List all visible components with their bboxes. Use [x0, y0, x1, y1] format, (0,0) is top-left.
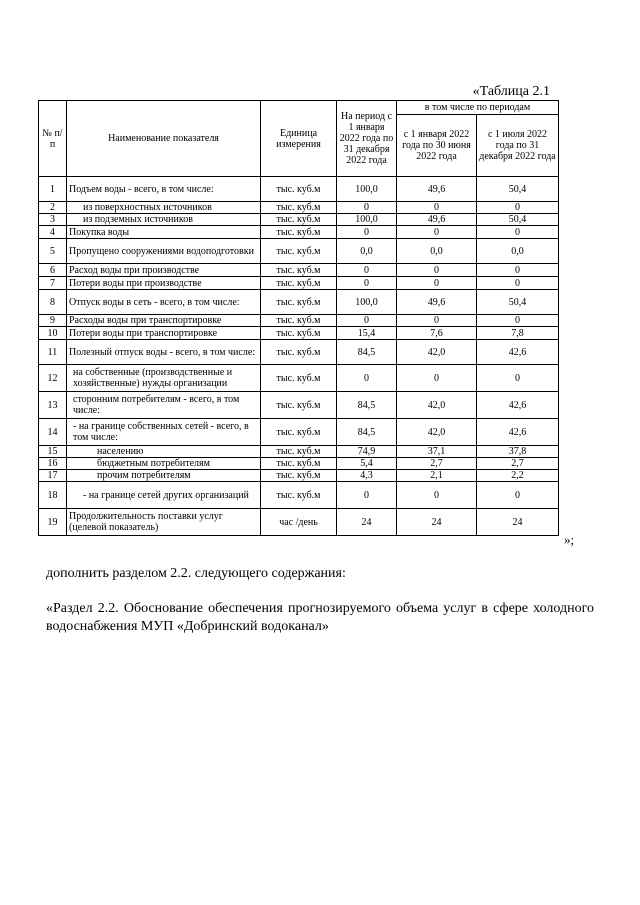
- row-p1: 0,0: [397, 239, 477, 264]
- row-p2: 2,7: [477, 458, 559, 470]
- row-total: 15,4: [337, 327, 397, 340]
- row-num: 13: [39, 392, 67, 419]
- row-total: 0: [337, 277, 397, 290]
- table-row: [39, 177, 559, 202]
- row-total: 100,0: [337, 177, 397, 202]
- row-total: 74,9: [337, 446, 397, 458]
- table-row: [39, 419, 559, 446]
- table-row: [39, 202, 559, 214]
- row-num: 11: [39, 340, 67, 365]
- table-row: [39, 458, 559, 470]
- row-total: 0: [337, 226, 397, 239]
- row-unit: тыс. куб.м: [261, 214, 337, 226]
- table-row: [39, 315, 559, 327]
- header-p2: с 1 июля 2022 года по 31 декабря 2022 года: [477, 115, 559, 177]
- row-p2: 0: [477, 277, 559, 290]
- row-total: 84,5: [337, 419, 397, 446]
- row-name: населению: [67, 446, 261, 458]
- row-p2: 42,6: [477, 419, 559, 446]
- row-num: 5: [39, 239, 67, 264]
- table-row: [39, 392, 559, 419]
- row-total: 24: [337, 509, 397, 536]
- row-name: - на границе сетей других организаций: [67, 482, 261, 509]
- row-p2: 0: [477, 264, 559, 277]
- row-name: из подземных источников: [67, 214, 261, 226]
- row-p2: 0: [477, 202, 559, 214]
- row-p1: 7,6: [397, 327, 477, 340]
- row-p1: 42,0: [397, 419, 477, 446]
- row-p2: 0,0: [477, 239, 559, 264]
- row-p2: 0: [477, 365, 559, 392]
- row-total: 0: [337, 202, 397, 214]
- row-p1: 0: [397, 315, 477, 327]
- table-row: [39, 277, 559, 290]
- row-unit: тыс. куб.м: [261, 470, 337, 482]
- row-unit: тыс. куб.м: [261, 202, 337, 214]
- row-p2: 50,4: [477, 214, 559, 226]
- row-unit: тыс. куб.м: [261, 419, 337, 446]
- row-p1: 49,6: [397, 214, 477, 226]
- row-total: 0: [337, 315, 397, 327]
- row-name: - на границе собственных сетей - всего, в том числе:: [67, 419, 261, 446]
- row-p1: 0: [397, 226, 477, 239]
- row-name: Расходы воды при транспортировке: [67, 315, 261, 327]
- table-row: [39, 482, 559, 509]
- header-unit: Единица измерения: [261, 101, 337, 177]
- row-p1: 42,0: [397, 340, 477, 365]
- table-row: [39, 290, 559, 315]
- row-p1: 49,6: [397, 290, 477, 315]
- table-row: [39, 340, 559, 365]
- row-p1: 42,0: [397, 392, 477, 419]
- row-unit: час /день: [261, 509, 337, 536]
- row-total: 84,5: [337, 340, 397, 365]
- row-unit: тыс. куб.м: [261, 458, 337, 470]
- row-name: Продолжительность поставки услуг (целевой показатель): [67, 509, 261, 536]
- row-p1: 37,1: [397, 446, 477, 458]
- row-total: 0: [337, 365, 397, 392]
- row-num: 1: [39, 177, 67, 202]
- row-unit: тыс. куб.м: [261, 392, 337, 419]
- row-p2: 24: [477, 509, 559, 536]
- row-unit: тыс. куб.м: [261, 226, 337, 239]
- row-unit: тыс. куб.м: [261, 264, 337, 277]
- row-name: прочим потребителям: [67, 470, 261, 482]
- header-period: На период с 1 января 2022 года по 31 декабря 2022 года: [337, 101, 397, 177]
- header-p1: с 1 января 2022 года по 30 июня 2022 года: [397, 115, 477, 177]
- row-name: на собственные (производственные и хозяйственные) нужды организации: [67, 365, 261, 392]
- row-name: Подъем воды - всего, в том числе:: [67, 177, 261, 202]
- row-total: 84,5: [337, 392, 397, 419]
- row-name: Пропущено сооружениями водоподготовки: [67, 239, 261, 264]
- row-num: 12: [39, 365, 67, 392]
- quote-end-mark: »;: [564, 532, 575, 547]
- row-name: из поверхностных источников: [67, 202, 261, 214]
- table-row: [39, 214, 559, 226]
- row-unit: тыс. куб.м: [261, 365, 337, 392]
- row-p1: 0: [397, 277, 477, 290]
- row-p2: 50,4: [477, 177, 559, 202]
- header-incl: в том числе по периодам: [397, 101, 559, 115]
- row-name: Полезный отпуск воды - всего, в том числе:: [67, 340, 261, 365]
- row-p2: 2,2: [477, 470, 559, 482]
- header-num: № п/п: [39, 101, 67, 177]
- row-name: Потери воды при производстве: [67, 277, 261, 290]
- row-p2: 0: [477, 482, 559, 509]
- row-num: 14: [39, 419, 67, 446]
- row-unit: тыс. куб.м: [261, 482, 337, 509]
- row-num: 9: [39, 315, 67, 327]
- row-unit: тыс. куб.м: [261, 446, 337, 458]
- row-p2: 42,6: [477, 340, 559, 365]
- row-p1: 0: [397, 202, 477, 214]
- table-row: [39, 509, 559, 536]
- row-unit: тыс. куб.м: [261, 340, 337, 365]
- row-unit: тыс. куб.м: [261, 177, 337, 202]
- table-row: [39, 365, 559, 392]
- row-num: 2: [39, 202, 67, 214]
- row-unit: тыс. куб.м: [261, 327, 337, 340]
- row-name: Потери воды при транспортировке: [67, 327, 261, 340]
- row-p2: 0: [477, 315, 559, 327]
- row-p1: 0: [397, 264, 477, 277]
- table-row: [39, 470, 559, 482]
- row-p1: 0: [397, 482, 477, 509]
- row-num: 8: [39, 290, 67, 315]
- row-total: 5,4: [337, 458, 397, 470]
- water-supply-table: [38, 100, 559, 536]
- row-total: 0: [337, 264, 397, 277]
- table-caption: «Таблица 2.1: [472, 84, 550, 99]
- table-row: [39, 327, 559, 340]
- table-row: [39, 239, 559, 264]
- row-p2: 42,6: [477, 392, 559, 419]
- row-num: 3: [39, 214, 67, 226]
- row-p1: 24: [397, 509, 477, 536]
- paragraph-section-title: «Раздел 2.2. Обоснование обеспечения прогнозируемого объема услуг в сфере холодного водоснабжения МУП «Добринский водоканал»: [46, 601, 594, 634]
- row-num: 18: [39, 482, 67, 509]
- row-total: 0,0: [337, 239, 397, 264]
- row-name: Покупка воды: [67, 226, 261, 239]
- header-name: Наименование показателя: [67, 101, 261, 177]
- row-num: 19: [39, 509, 67, 536]
- row-total: 100,0: [337, 290, 397, 315]
- row-num: 15: [39, 446, 67, 458]
- row-p2: 37,8: [477, 446, 559, 458]
- row-p2: 7,8: [477, 327, 559, 340]
- row-p2: 0: [477, 226, 559, 239]
- paragraph-supplement: дополнить разделом 2.2. следующего содержания:: [46, 566, 346, 581]
- row-total: 0: [337, 482, 397, 509]
- row-p1: 49,6: [397, 177, 477, 202]
- row-num: 4: [39, 226, 67, 239]
- row-name: Расход воды при производстве: [67, 264, 261, 277]
- row-name: Отпуск воды в сеть - всего, в том числе:: [67, 290, 261, 315]
- row-num: 6: [39, 264, 67, 277]
- row-name: бюджетным потребителям: [67, 458, 261, 470]
- row-p1: 2,7: [397, 458, 477, 470]
- row-unit: тыс. куб.м: [261, 290, 337, 315]
- row-unit: тыс. куб.м: [261, 239, 337, 264]
- row-total: 4,3: [337, 470, 397, 482]
- row-num: 17: [39, 470, 67, 482]
- row-total: 100,0: [337, 214, 397, 226]
- row-p1: 2,1: [397, 470, 477, 482]
- row-num: 16: [39, 458, 67, 470]
- row-p1: 0: [397, 365, 477, 392]
- row-unit: тыс. куб.м: [261, 315, 337, 327]
- row-unit: тыс. куб.м: [261, 277, 337, 290]
- table-row: [39, 264, 559, 277]
- table-row: [39, 446, 559, 458]
- row-num: 7: [39, 277, 67, 290]
- row-p2: 50,4: [477, 290, 559, 315]
- row-name: сторонним потребителям - всего, в том числе:: [67, 392, 261, 419]
- row-num: 10: [39, 327, 67, 340]
- table-row: [39, 226, 559, 239]
